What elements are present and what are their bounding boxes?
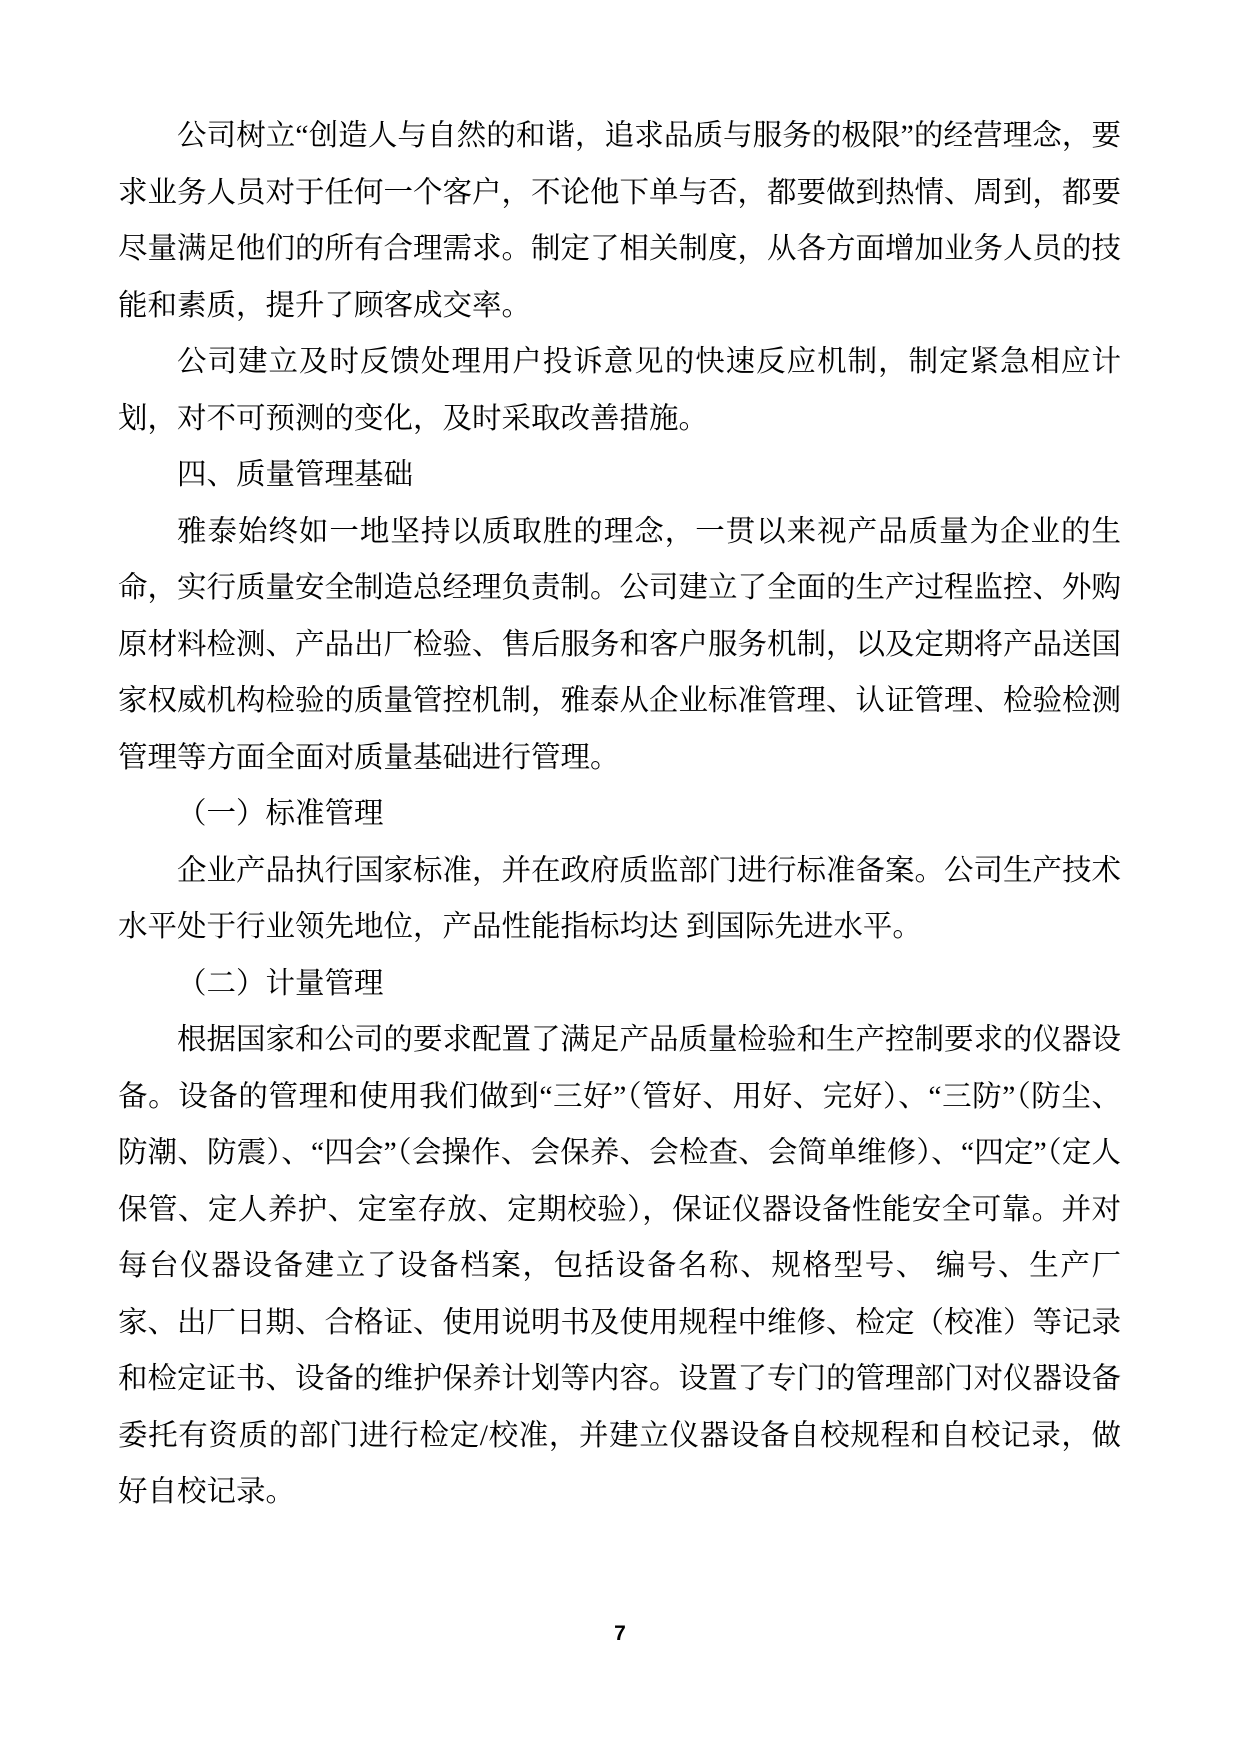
paragraph-feedback-mechanism: 公司建立及时反馈处理用户投诉意见的快速反应机制，制定紧急相应计划，对不可预测的变化，及时采取改善措施。 xyxy=(118,346,1121,435)
page-number: 7 xyxy=(614,1622,626,1645)
section-heading-quality-management: 四、质量管理基础 xyxy=(177,459,414,491)
paragraph-standard-management: 企业产品执行国家标准，并在政府质监部门进行标准备案。公司生产技术水平处于行业领先地位，产品性能指标均达 到国际先进水平。 xyxy=(118,854,1122,943)
paragraph-quality-overview: 雅泰始终如一地坚持以质取胜的理念，一贯以来视产品质量为企业的生命，实行质量安全制造总经理负责制。公司建立了全面的生产过程监控、外购原材料检测、产品出厂检验、售后服务和客户服务机制，以及定期将产品送国家权威机构检验的质量管控机制，雅泰从企业标准管理、认证管理、检验检测管理等方面全面对质量基础进行管理。 xyxy=(118,515,1122,774)
document-body xyxy=(118,108,1121,1521)
paragraph-measurement-management: 根据国家和公司的要求配置了满足产品质量检验和生产控制要求的仪器设备。设备的管理和使用我们做到“三好”（管好、用好、完好）、“三防”（防尘、防潮、防震）、“四会”（会操作、会保养、会检查、会简单维修）、“四定”（定人保管、定人养护、定室存放、定期校验），保证仪器设备性能安全可靠。并对每台仪器设备建立了设备档案，包括设备名称、规格型号、 编号、生产厂家、出厂日期、合格证、使用说明书及使用规程中维修、检定（校准）等记录和检定证书、设备的维护保养计划等内容。设置了专门的管理部门对仪器设备委托有资质的部门进行检定/校准，并建立仪器设备自校规程和自校记录，做好自校记录。 xyxy=(118,1024,1122,1508)
subsection-heading-standard-management: （一）标准管理 xyxy=(177,798,384,830)
subsection-heading-measurement-management: （二）计量管理 xyxy=(177,967,384,1000)
paragraph-business-philosophy: 公司树立“创造人与自然的和谐，追求品质与服务的极限”的经营理念，要求业务人员对于任何一个客户，不论他下单与否，都要做到热情、周到，都要尽量满足他们的所有合理需求。制定了相关制度，从各方面增加业务人员的技能和素质，提升了顾客成交率。 xyxy=(118,120,1122,322)
